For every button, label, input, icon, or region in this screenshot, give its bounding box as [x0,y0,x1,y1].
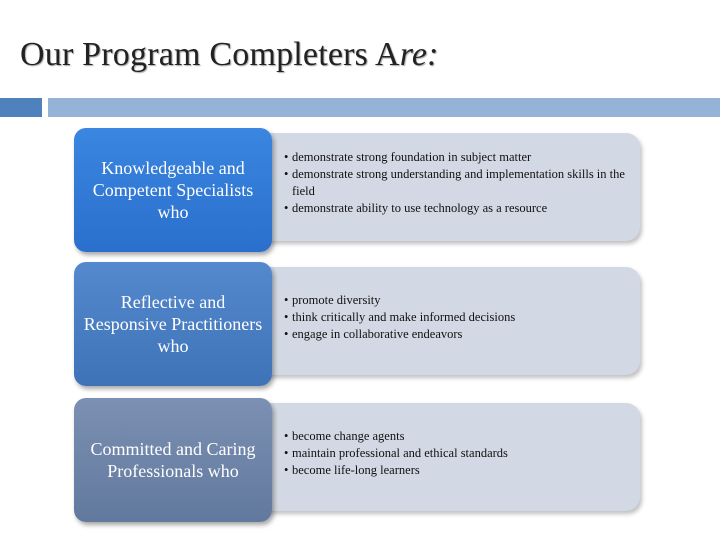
bullet-item: • engage in collaborative endeavors [284,326,636,343]
accent-bar-long [48,98,720,117]
completer-row-committed [74,398,640,508]
title-text: Our Program Completers A [20,36,400,73]
bullet-text [284,128,636,238]
bullet-text [284,398,636,508]
bullet-item: • promote diversity [284,292,636,309]
bullet-item: • become change agents [284,428,636,445]
heading-box [74,398,272,522]
heading-text: Reflective and Responsive Practitioners who [83,292,263,356]
completer-row-reflective [74,262,640,372]
bullet-item: • demonstrate ability to use technology as a resource [284,200,636,217]
title-italic-text: re: [399,36,439,73]
heading-text: Knowledgeable and Competent Specialists who [92,158,254,222]
heading-box [74,262,272,386]
bullet-item: • demonstrate strong understanding and implementation skills in the field [284,166,636,200]
bullet-item: • think critically and make informed decisions [284,309,636,326]
bullet-list [284,292,636,343]
bullet-item: • become life-long learners [284,462,636,479]
bullet-list [284,149,636,217]
completer-row-knowledgeable [74,128,640,238]
bullet-text [284,262,636,372]
heading-box [74,128,272,252]
bullet-item: • demonstrate strong foundation in subject matter [284,149,636,166]
bullet-list [284,428,636,479]
heading-text: Committed and Caring Professionals who [90,439,256,481]
accent-bar-short [0,98,42,117]
page-title [20,36,439,74]
bullet-item: • maintain professional and ethical standards [284,445,636,462]
